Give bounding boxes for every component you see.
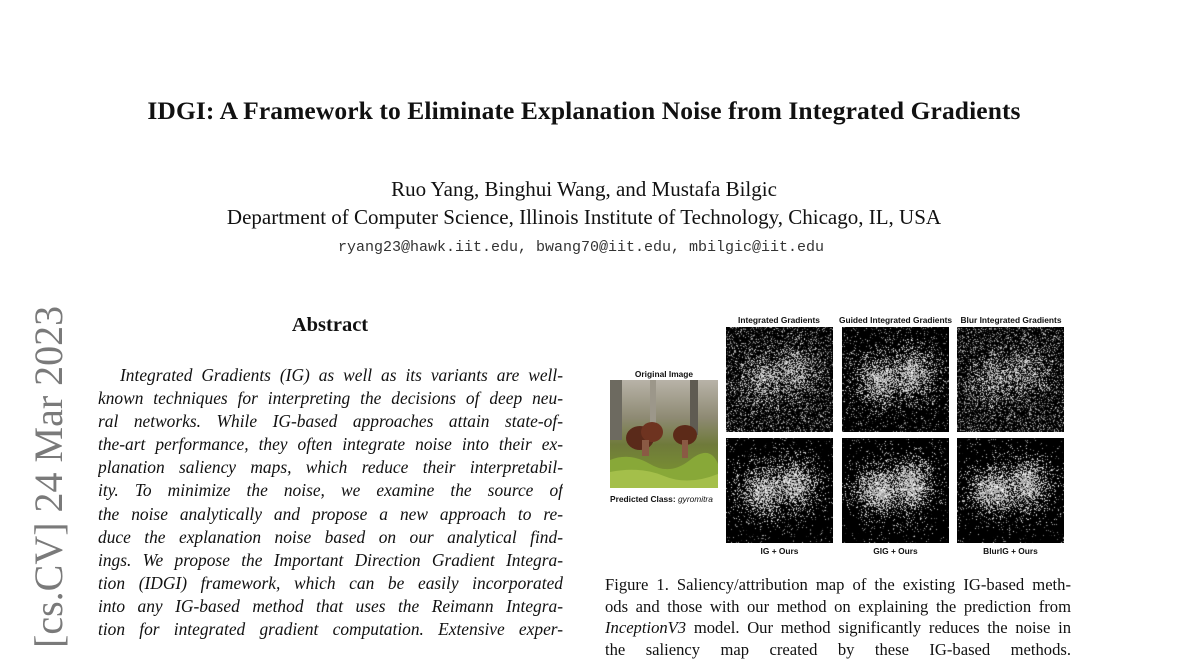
saliency-map-gig-ours — [842, 438, 949, 543]
authors: Ruo Yang, Binghui Wang, and Mustafa Bilgic — [0, 177, 1168, 202]
saliency-map-gig-ours-texture — [842, 438, 949, 543]
abstract-line: Integrated Gradients (IG) as well as its variants are well- — [98, 364, 563, 387]
caption-line — [605, 617, 1071, 639]
saliency-map-ig-ours-texture — [726, 438, 833, 543]
saliency-map-gig — [842, 327, 949, 432]
abstract-line: ings. We propose the Important Direction Gradient Integra- — [98, 549, 563, 572]
saliency-map-blurig-ours — [957, 438, 1064, 543]
label-guided-integrated-gradients: Guided Integrated Gradients — [837, 315, 954, 325]
abstract-line: the-art performance, they often integrate noise into their ex- — [98, 433, 563, 456]
label-gig-ours: GIG + Ours — [842, 546, 949, 556]
saliency-map-gig-texture — [842, 327, 949, 432]
figure-caption — [605, 574, 1071, 660]
abstract-line: tion (IDGI) framework, which can be easily incorporated — [98, 572, 563, 595]
saliency-map-blurig — [957, 327, 1064, 432]
abstract-line: known techniques for interpreting the decisions of deep neu- — [98, 387, 563, 410]
caption-line-rest: model. Our method significantly reduces the noise in — [686, 618, 1071, 637]
original-image — [610, 380, 718, 488]
saliency-map-blurig-texture — [957, 327, 1064, 432]
label-blurig-ours: BlurIG + Ours — [957, 546, 1064, 556]
abstract-line: duce the explanation noise based on our analytical find- — [98, 526, 563, 549]
abstract-line: ity. To minimize the noise, we examine the source of — [98, 479, 563, 502]
author-emails: ryang23@hawk.iit.edu, bwang70@iit.edu, mbilgic@iit.edu — [0, 239, 1162, 256]
abstract-line: the noise analytically and propose a new approach to re- — [98, 503, 563, 526]
predicted-class-prefix: Predicted Class: — [610, 494, 678, 504]
abstract-line: into any IG-based method that uses the Reimann Integra- — [98, 595, 563, 618]
label-original-image: Original Image — [610, 369, 718, 379]
saliency-map-blurig-ours-texture — [957, 438, 1064, 543]
abstract-heading: Abstract — [98, 314, 562, 337]
predicted-class-label — [610, 494, 725, 504]
affiliation: Department of Computer Science, Illinois Institute of Technology, Chicago, IL, USA — [0, 205, 1168, 230]
label-ig-ours: IG + Ours — [726, 546, 833, 556]
abstract-line: ral networks. While IG-based approaches attain state-of- — [98, 410, 563, 433]
caption-line: Figure 1. Saliency/attribution map of the existing IG-based meth- — [605, 574, 1071, 596]
caption-line: ods and those with our method on explaining the prediction from — [605, 596, 1071, 618]
caption-line: the saliency map created by these IG-based methods. — [605, 639, 1071, 660]
saliency-map-ig-ours — [726, 438, 833, 543]
label-blur-integrated-gradients: Blur Integrated Gradients — [956, 315, 1066, 325]
paper-title: IDGI: A Framework to Eliminate Explanation Noise from Integrated Gradients — [0, 96, 1168, 126]
figure-1 — [604, 313, 1072, 559]
saliency-map-ig — [726, 327, 833, 432]
abstract-line: tion for integrated gradient computation. Extensive exper- — [98, 618, 563, 641]
abstract-line: planation saliency maps, which reduce their interpretabil- — [98, 456, 563, 479]
abstract-body — [98, 364, 563, 641]
caption-model-name: InceptionV3 — [605, 618, 686, 637]
predicted-class-value: gyromitra — [678, 494, 713, 504]
label-integrated-gradients: Integrated Gradients — [724, 315, 834, 325]
arxiv-stamp: [cs.CV] 24 Mar 2023 — [26, 288, 72, 648]
saliency-map-ig-texture — [726, 327, 833, 432]
